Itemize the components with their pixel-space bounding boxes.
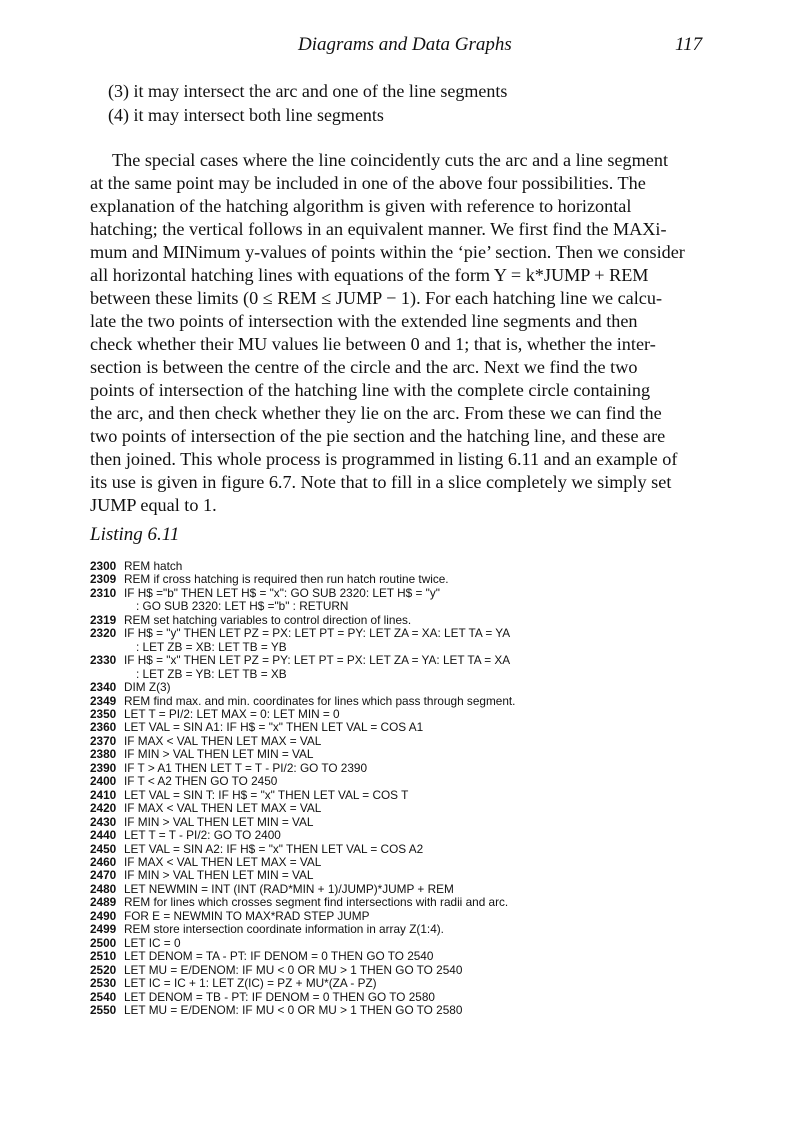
code-text: IF H$ = "y" THEN LET PZ = PX: LET PT = PY: LET ZA = XA: LET TA = YA — [124, 626, 511, 641]
code-line — [90, 641, 780, 654]
code-text: : LET ZB = XB: LET TB = YB — [136, 639, 287, 654]
code-text: LET DENOM = TA - PT: IF DENOM = 0 THEN GO TO 2540 — [124, 949, 434, 964]
line-number: 2430 — [90, 814, 117, 829]
code-line — [90, 883, 780, 896]
code-line — [90, 937, 780, 950]
intersection-cases-list — [108, 79, 748, 127]
code-text: IF H$ ="b" THEN LET H$ = "x": GO SUB 2320: LET H$ = "y" — [124, 585, 440, 600]
line-number: 2420 — [90, 801, 117, 816]
code-text: REM for lines which crosses segment find intersections with radii and arc. — [124, 895, 509, 910]
code-line — [90, 910, 780, 923]
code-text: LET T = PI/2: LET MAX = 0: LET MIN = 0 — [124, 706, 340, 721]
line-number: 2410 — [90, 787, 117, 802]
line-number: 2340 — [90, 680, 117, 695]
paragraph-line: points of intersection of the hatching line with the complete circle containing — [90, 380, 651, 400]
code-line — [90, 829, 780, 842]
paragraph-line: JUMP equal to 1. — [90, 495, 217, 515]
code-line — [90, 735, 780, 748]
code-line — [90, 964, 780, 977]
code-text: LET NEWMIN = INT (INT (RAD*MIN + 1)/JUMP)*JUMP + REM — [124, 881, 454, 896]
code-line — [90, 614, 780, 627]
code-text: IF MAX < VAL THEN LET MAX = VAL — [124, 801, 322, 816]
line-number: 2319 — [90, 612, 117, 627]
code-line — [90, 923, 780, 936]
code-line — [90, 991, 780, 1004]
code-line — [90, 681, 780, 694]
line-number: 2300 — [90, 559, 117, 573]
code-line — [90, 560, 780, 573]
code-text: LET T = T - PI/2: GO TO 2400 — [124, 828, 281, 843]
code-text: IF MIN > VAL THEN LET MIN = VAL — [124, 868, 314, 883]
paragraph-line: The special cases where the line coincidently cuts the arc and a line segment — [112, 150, 669, 170]
paragraph-line: then joined. This whole process is programmed in listing 6.11 and an example of — [90, 449, 678, 469]
line-number: 2510 — [90, 949, 117, 964]
line-number: 2480 — [90, 881, 117, 896]
code-line — [90, 668, 780, 681]
line-number: 2360 — [90, 720, 117, 735]
paragraph-line: between these limits (0 ≤ REM ≤ JUMP − 1). For each hatching line we calcu- — [90, 288, 663, 308]
line-number: 2450 — [90, 841, 117, 856]
code-line — [90, 721, 780, 734]
line-number: 2530 — [90, 976, 117, 991]
line-number — [90, 641, 124, 654]
code-text: : LET ZB = YB: LET TB = XB — [136, 666, 287, 681]
code-text: REM if cross hatching is required then run hatch routine twice. — [124, 572, 449, 587]
code-line — [90, 573, 780, 586]
code-text: IF MAX < VAL THEN LET MAX = VAL — [124, 733, 322, 748]
code-text: REM set hatching variables to control direction of lines. — [124, 612, 412, 627]
line-number: 2470 — [90, 868, 117, 883]
code-text: : GO SUB 2320: LET H$ ="b" : RETURN — [136, 599, 349, 614]
code-line — [90, 1004, 780, 1017]
paragraph-line: its use is given in figure 6.7. Note that to fill in a slice completely we simply set — [90, 472, 672, 492]
code-text: REM store intersection coordinate information in array Z(1:4). — [124, 922, 444, 937]
line-number: 2349 — [90, 693, 117, 708]
paragraph-line: section is between the centre of the circle and the arc. Next we find the two — [90, 357, 638, 377]
code-line — [90, 843, 780, 856]
line-number: 2309 — [90, 572, 117, 587]
line-number: 2499 — [90, 922, 117, 937]
page-header — [0, 34, 800, 58]
line-number — [90, 600, 124, 613]
line-number: 2440 — [90, 828, 117, 843]
code-text: DIM Z(3) — [124, 680, 171, 695]
code-line — [90, 856, 780, 869]
code-text: LET DENOM = TB - PT: IF DENOM = 0 THEN GO TO 2580 — [124, 989, 435, 1004]
code-text: IF MIN > VAL THEN LET MIN = VAL — [124, 814, 314, 829]
code-line — [90, 950, 780, 963]
line-number: 2520 — [90, 962, 117, 977]
line-number — [90, 668, 124, 681]
code-text: IF T > A1 THEN LET T = T - PI/2: GO TO 2390 — [124, 760, 368, 775]
code-line — [90, 816, 780, 829]
paragraph-line: check whether their MU values lie between 0 and 1; that is, whether the inter- — [90, 334, 656, 354]
code-line — [90, 600, 780, 613]
line-number: 2490 — [90, 908, 117, 923]
line-number: 2550 — [90, 1002, 117, 1017]
line-number: 2310 — [90, 585, 117, 600]
code-text: LET IC = 0 — [124, 935, 181, 950]
paragraph-line: hatching; the vertical follows in an equivalent manner. We first find the MAXi- — [90, 219, 667, 239]
code-line — [90, 775, 780, 788]
code-text: LET VAL = SIN T: IF H$ = "x" THEN LET VAL = COS T — [124, 787, 409, 802]
code-text: LET VAL = SIN A2: IF H$ = "x" THEN LET VAL = COS A2 — [124, 841, 424, 856]
line-number: 2330 — [90, 653, 117, 668]
code-line — [90, 896, 780, 909]
line-number: 2460 — [90, 854, 117, 869]
code-line — [90, 762, 780, 775]
line-number: 2320 — [90, 626, 117, 641]
listing-caption: Listing 6.11 — [90, 524, 180, 545]
code-line — [90, 977, 780, 990]
code-text: IF H$ = "x" THEN LET PZ = PY: LET PT = PX: LET ZA = YA: LET TA = XA — [124, 653, 511, 668]
paragraph-line: the arc, and then check whether they lie on the arc. From these we can find the — [90, 403, 662, 423]
line-number: 2540 — [90, 989, 117, 1004]
line-number: 2500 — [90, 935, 117, 950]
code-text: FOR E = NEWMIN TO MAX*RAD STEP JUMP — [124, 908, 370, 923]
line-number: 2350 — [90, 706, 117, 721]
paragraph-line: two points of intersection of the pie section and the hatching line, and these are — [90, 426, 666, 446]
line-number: 2380 — [90, 747, 117, 762]
paragraph-line: explanation of the hatching algorithm is given with reference to horizontal — [90, 196, 632, 216]
code-line — [90, 802, 780, 815]
code-text: LET MU = E/DENOM: IF MU < 0 OR MU > 1 THEN GO TO 2580 — [124, 1002, 463, 1017]
code-line — [90, 789, 780, 802]
code-line — [90, 654, 780, 667]
list-item: (3) it may intersect the arc and one of the line segments — [108, 81, 508, 101]
code-line — [90, 748, 780, 761]
paragraph-line: all horizontal hatching lines with equations of the form Y = k*JUMP + REM — [90, 265, 649, 285]
line-number: 2489 — [90, 895, 117, 910]
paragraph-line: late the two points of intersection with the extended line segments and then — [90, 311, 638, 331]
code-text: LET IC = IC + 1: LET Z(IC) = PZ + MU*(ZA - PZ) — [124, 976, 377, 991]
code-text: IF MIN > VAL THEN LET MIN = VAL — [124, 747, 314, 762]
code-text: LET VAL = SIN A1: IF H$ = "x" THEN LET VAL = COS A1 — [124, 720, 424, 735]
code-line — [90, 708, 780, 721]
code-line — [90, 869, 780, 882]
list-item: (4) it may intersect both line segments — [108, 105, 384, 125]
running-title: Diagrams and Data Graphs — [298, 34, 512, 55]
code-text: REM find max. and min. coordinates for lines which pass through segment. — [124, 693, 516, 708]
page-number: 117 — [675, 34, 703, 55]
code-text: IF MAX < VAL THEN LET MAX = VAL — [124, 854, 322, 869]
paragraph-line: at the same point may be included in one of the above four possibilities. The — [90, 173, 646, 193]
code-text: REM hatch — [124, 559, 183, 573]
line-number: 2390 — [90, 760, 117, 775]
line-number: 2370 — [90, 733, 117, 748]
code-listing — [90, 560, 780, 1017]
code-line — [90, 587, 780, 600]
body-paragraph — [90, 149, 710, 517]
line-number: 2400 — [90, 774, 117, 789]
paragraph-line: mum and MINimum y-values of points within the ‘pie’ section. Then we consider — [90, 242, 685, 262]
code-text: IF T < A2 THEN GO TO 2450 — [124, 774, 278, 789]
code-text: LET MU = E/DENOM: IF MU < 0 OR MU > 1 THEN GO TO 2540 — [124, 962, 463, 977]
code-line — [90, 695, 780, 708]
code-line — [90, 627, 780, 640]
